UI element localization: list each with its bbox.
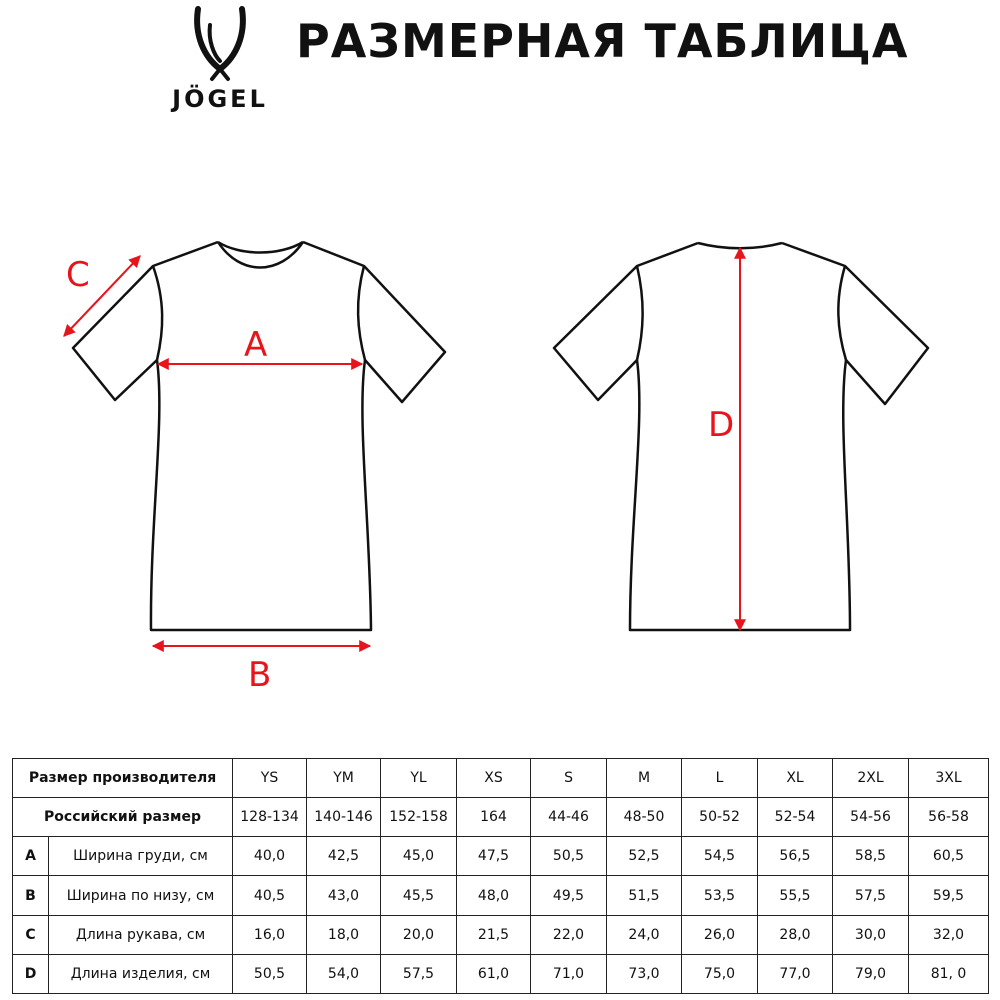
table-header-row: [13, 759, 989, 798]
table-cell: 26,0: [682, 915, 758, 954]
table-cell: 54-56: [833, 798, 909, 837]
table-cell: 60,5: [909, 837, 989, 876]
measure-b-label: B: [248, 655, 272, 695]
table-row-c: [13, 915, 989, 954]
size-header: YS: [233, 759, 307, 798]
table-cell: 54,5: [682, 837, 758, 876]
table-cell: 52,5: [607, 837, 682, 876]
table-cell: 48,0: [457, 876, 531, 915]
table-cell: 50,5: [531, 837, 607, 876]
table-cell: 77,0: [758, 954, 833, 993]
table-cell: 59,5: [909, 876, 989, 915]
table-cell: 73,0: [607, 954, 682, 993]
table-cell: 18,0: [307, 915, 381, 954]
table-cell: 32,0: [909, 915, 989, 954]
table-cell: 44-46: [531, 798, 607, 837]
table-cell: 40,5: [233, 876, 307, 915]
table-cell: 48-50: [607, 798, 682, 837]
table-cell: 45,5: [381, 876, 457, 915]
size-header: 3XL: [909, 759, 989, 798]
row-letter: C: [13, 915, 49, 954]
table-cell: 71,0: [531, 954, 607, 993]
table-cell: 55,5: [758, 876, 833, 915]
table-cell: 79,0: [833, 954, 909, 993]
table-cell: 164: [457, 798, 531, 837]
table-cell: 57,5: [833, 876, 909, 915]
table-cell: 57,5: [381, 954, 457, 993]
table-cell: 16,0: [233, 915, 307, 954]
table-row-russian-size: [13, 798, 989, 837]
size-header: 2XL: [833, 759, 909, 798]
page-title: РАЗМЕРНАЯ ТАБЛИЦА: [296, 14, 909, 68]
size-header: YM: [307, 759, 381, 798]
table-cell: 20,0: [381, 915, 457, 954]
table-cell: 45,0: [381, 837, 457, 876]
table-cell: 75,0: [682, 954, 758, 993]
size-header: S: [531, 759, 607, 798]
table-cell: 52-54: [758, 798, 833, 837]
size-table: [12, 758, 989, 994]
table-cell: 50-52: [682, 798, 758, 837]
table-row-b: [13, 876, 989, 915]
measure-c-label: C: [66, 255, 90, 295]
table-cell: 56,5: [758, 837, 833, 876]
size-header: L: [682, 759, 758, 798]
table-cell: 30,0: [833, 915, 909, 954]
table-cell: 22,0: [531, 915, 607, 954]
row-letter: B: [13, 876, 49, 915]
table-cell: 61,0: [457, 954, 531, 993]
tshirt-front: [73, 242, 445, 630]
brand-name: JÖGEL: [172, 85, 268, 113]
table-cell: 28,0: [758, 915, 833, 954]
table-row-d: [13, 954, 989, 993]
table-cell: 24,0: [607, 915, 682, 954]
row-label: Длина изделия, см: [49, 954, 233, 993]
row-label: Ширина по низу, см: [49, 876, 233, 915]
size-header: XL: [758, 759, 833, 798]
header-label: Размер производителя: [13, 759, 233, 798]
row-label: Ширина груди, см: [49, 837, 233, 876]
table-row-a: [13, 837, 989, 876]
table-cell: 140-146: [307, 798, 381, 837]
table-cell: 40,0: [233, 837, 307, 876]
table-cell: 49,5: [531, 876, 607, 915]
table-cell: 128-134: [233, 798, 307, 837]
table-cell: 81, 0: [909, 954, 989, 993]
size-header: YL: [381, 759, 457, 798]
row-label: Длина рукава, см: [49, 915, 233, 954]
measure-d-label: D: [708, 405, 735, 445]
table-cell: 58,5: [833, 837, 909, 876]
size-header: M: [607, 759, 682, 798]
table-cell: 50,5: [233, 954, 307, 993]
table-cell: 54,0: [307, 954, 381, 993]
table-cell: 47,5: [457, 837, 531, 876]
table-cell: 51,5: [607, 876, 682, 915]
measure-a-label: A: [244, 325, 268, 365]
table-cell: 21,5: [457, 915, 531, 954]
size-header: XS: [457, 759, 531, 798]
row-letter: A: [13, 837, 49, 876]
table-cell: 43,0: [307, 876, 381, 915]
table-cell: 53,5: [682, 876, 758, 915]
table-cell: 42,5: [307, 837, 381, 876]
table-cell: 56-58: [909, 798, 989, 837]
russian-size-label: Российский размер: [13, 798, 233, 837]
table-cell: 152-158: [381, 798, 457, 837]
row-letter: D: [13, 954, 49, 993]
